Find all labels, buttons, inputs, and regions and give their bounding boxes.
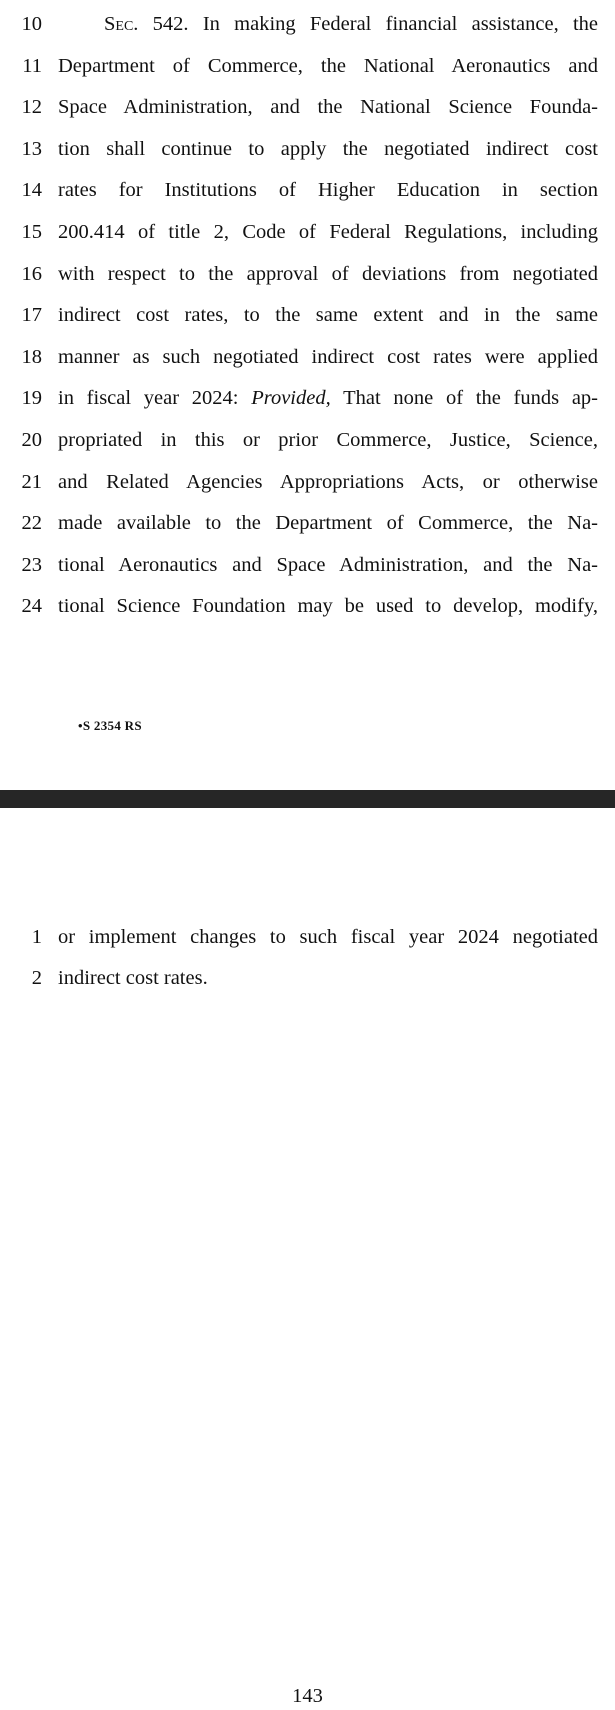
line-text: [58, 134, 598, 164]
line-text: [58, 963, 598, 993]
text-run: or implement changes to such fiscal year 2024 negotiated: [58, 926, 598, 948]
page-divider: [0, 790, 615, 808]
line-text: [58, 467, 598, 497]
line-number: 23: [21, 553, 42, 576]
page-number: 143: [292, 1685, 323, 1707]
line-number: 14: [21, 179, 42, 202]
text-run: Space Administration, and the National Science Founda-: [58, 96, 598, 119]
text-run: and Related Agencies Appropriations Acts, or otherwise: [58, 470, 598, 493]
text-line: [0, 963, 615, 993]
text-run: in fiscal year 2024:: [58, 387, 252, 410]
text-run: tional Science Foundation may be used to develop, modify,: [58, 595, 598, 618]
text-line: [0, 922, 615, 952]
text-run: Sec.: [104, 13, 139, 35]
line-number: 12: [21, 96, 42, 119]
text-run: tional Aeronautics and Space Administration, and the Na-: [58, 553, 598, 576]
line-text: [58, 342, 598, 372]
text-line: [0, 550, 615, 580]
text-run: 542. In making Federal financial assistance, the: [138, 13, 598, 35]
line-number: 17: [21, 304, 42, 327]
text-run: indirect cost rates, to the same extent and in the same: [58, 304, 598, 327]
text-run: tion shall continue to apply the negotiated indirect cost: [58, 137, 598, 160]
text-line: [0, 425, 615, 455]
text-line: [0, 259, 615, 289]
line-text: [58, 383, 598, 413]
text-run: 200.414 of title 2, Code of Federal Regulations, including: [58, 221, 598, 243]
line-number: 10: [21, 13, 42, 35]
text-line: [0, 134, 615, 164]
line-text: [58, 425, 598, 455]
line-number: 22: [21, 512, 42, 535]
line-number: 11: [22, 54, 42, 77]
line-number: 16: [21, 262, 42, 285]
text-run: Department of Commerce, the National Aeronautics and: [58, 54, 598, 77]
text-run: That none of the funds ap-: [330, 387, 598, 410]
line-number: 19: [21, 387, 42, 410]
text-line: [0, 217, 615, 247]
line-text: [58, 92, 598, 122]
line-text: [104, 9, 598, 39]
text-line: [0, 300, 615, 330]
line-text: [58, 922, 598, 952]
text-run: rates for Institutions of Higher Education in section: [58, 179, 598, 202]
line-text: [58, 508, 598, 538]
text-line: [0, 342, 615, 372]
line-number: 18: [21, 345, 42, 368]
line-number: 2: [31, 967, 42, 989]
line-text: [58, 259, 598, 289]
text-line: [0, 467, 615, 497]
page-bottom: [0, 808, 615, 1707]
text-run: made available to the Department of Commerce, the Na-: [58, 512, 598, 535]
text-run: Provided,: [251, 387, 331, 410]
text-line: [0, 92, 615, 122]
page-top: [0, 0, 615, 790]
line-number: 20: [21, 429, 42, 451]
text-run: propriated in this or prior Commerce, Justice, Science,: [58, 429, 598, 451]
text-line: [0, 175, 615, 205]
line-text: [58, 300, 598, 330]
line-number: 24: [21, 595, 42, 618]
line-text: [58, 550, 598, 580]
text-line: [0, 591, 615, 621]
line-text: [58, 217, 598, 247]
text-line: [0, 9, 615, 39]
bill-identifier: •S 2354 RS: [78, 718, 142, 733]
line-text: [58, 175, 598, 205]
line-number: 15: [21, 221, 42, 243]
line-text: [58, 51, 598, 81]
text-run: manner as such negotiated indirect cost rates were applied: [58, 345, 598, 368]
text-line: [0, 51, 615, 81]
line-number: 1: [31, 926, 42, 948]
line-text: [58, 591, 598, 621]
line-number: 13: [21, 137, 42, 160]
text-line: [0, 508, 615, 538]
text-run: with respect to the approval of deviations from negotiated: [58, 262, 598, 285]
line-number: 21: [21, 470, 42, 493]
text-line: [0, 383, 615, 413]
text-run: indirect cost rates.: [58, 967, 208, 989]
